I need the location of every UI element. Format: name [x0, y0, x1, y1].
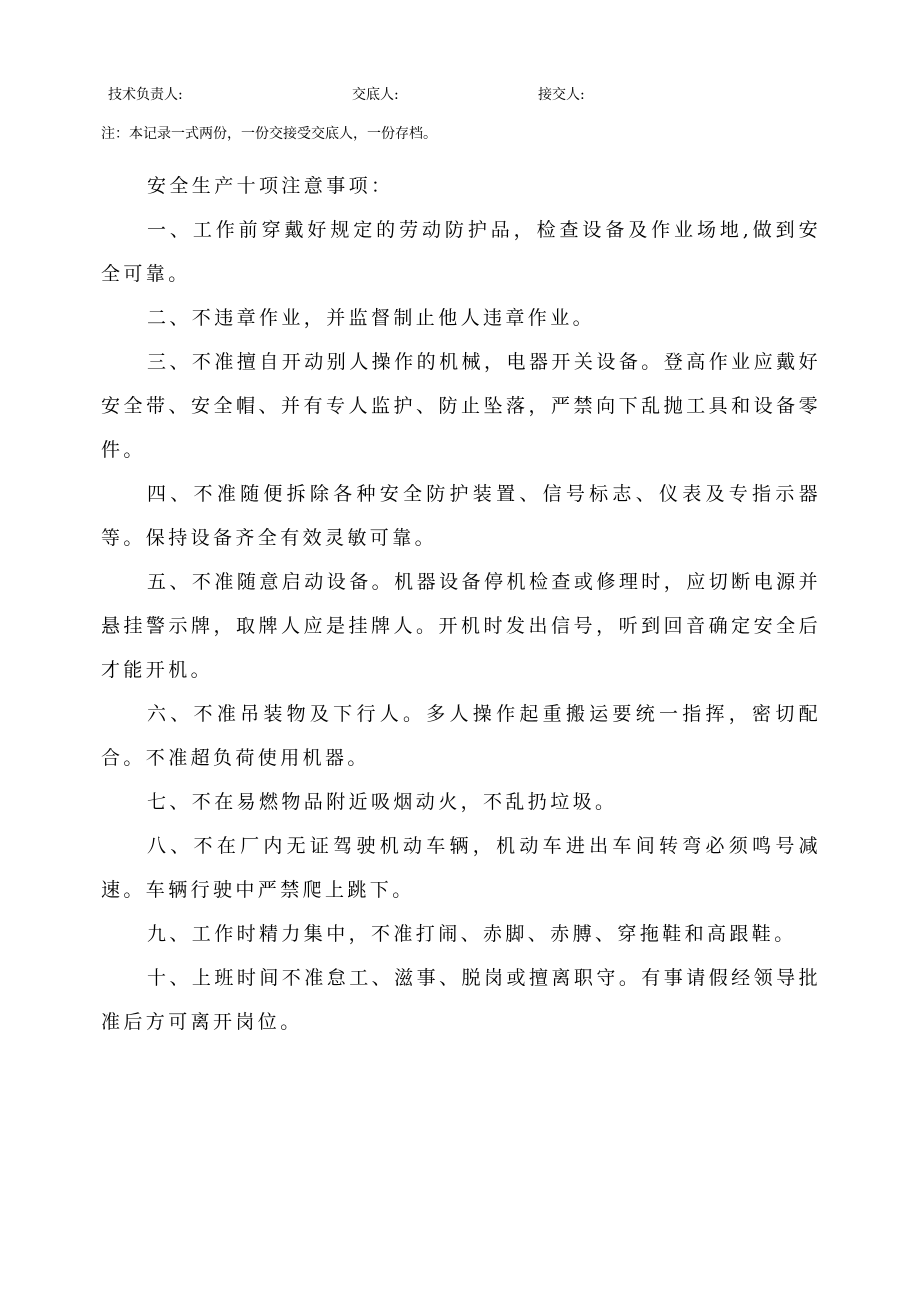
rule-item: 十、上班时间不准怠工、滋事、脱岗或擅离职守。有事请假经领导批准后方可离开岗位。 — [101, 967, 821, 1033]
rule-item: 九、工作时精力集中，不准打闹、赤脚、赤膊、穿拖鞋和高跟鞋。 — [147, 923, 797, 945]
safety-rules — [101, 164, 821, 1044]
rule-item: 八、不在厂内无证驾驶机动车辆，机动车进出车间转弯必须鸣号减速。车辆行驶中严禁爬上跳下。 — [101, 835, 821, 901]
rule-item: 七、不在易燃物品附近吸烟动火，不乱扔垃圾。 — [147, 791, 618, 813]
rule-item: 三、不准擅自开动别人操作的机械，电器开关设备。登高作业应戴好安全带、安全帽、并有专人监护、防止坠落，严禁向下乱抛工具和设备零件。 — [101, 351, 821, 461]
rule-item: 一、工作前穿戴好规定的劳动防护品，检查设备及作业场地,做到安全可靠。 — [101, 219, 821, 285]
rules-title: 安全生产十项注意事项： — [147, 175, 394, 197]
record-note: 注：本记录一式两份，一份交接受交底人，一份存档。 — [101, 126, 437, 142]
signature-row — [0, 84, 920, 106]
presenter-label: 交底人: — [352, 87, 399, 103]
tech-lead-label: 技术负责人: — [108, 87, 183, 103]
rule-item: 五、不准随意启动设备。机器设备停机检查或修理时，应切断电源并悬挂警示牌，取牌人应是挂牌人。开机时发出信号，听到回音确定安全后才能开机。 — [101, 571, 821, 681]
rule-item: 四、不准随便拆除各种安全防护装置、信号标志、仪表及专指示器等。保持设备齐全有效灵敏可靠。 — [101, 483, 821, 549]
rule-item: 六、不准吊装物及下行人。多人操作起重搬运要统一指挥，密切配合。不准超负荷使用机器。 — [101, 703, 821, 769]
receiver-label: 接交人: — [538, 87, 585, 103]
rule-item: 二、不违章作业，并监督制止他人违章作业。 — [147, 307, 596, 329]
